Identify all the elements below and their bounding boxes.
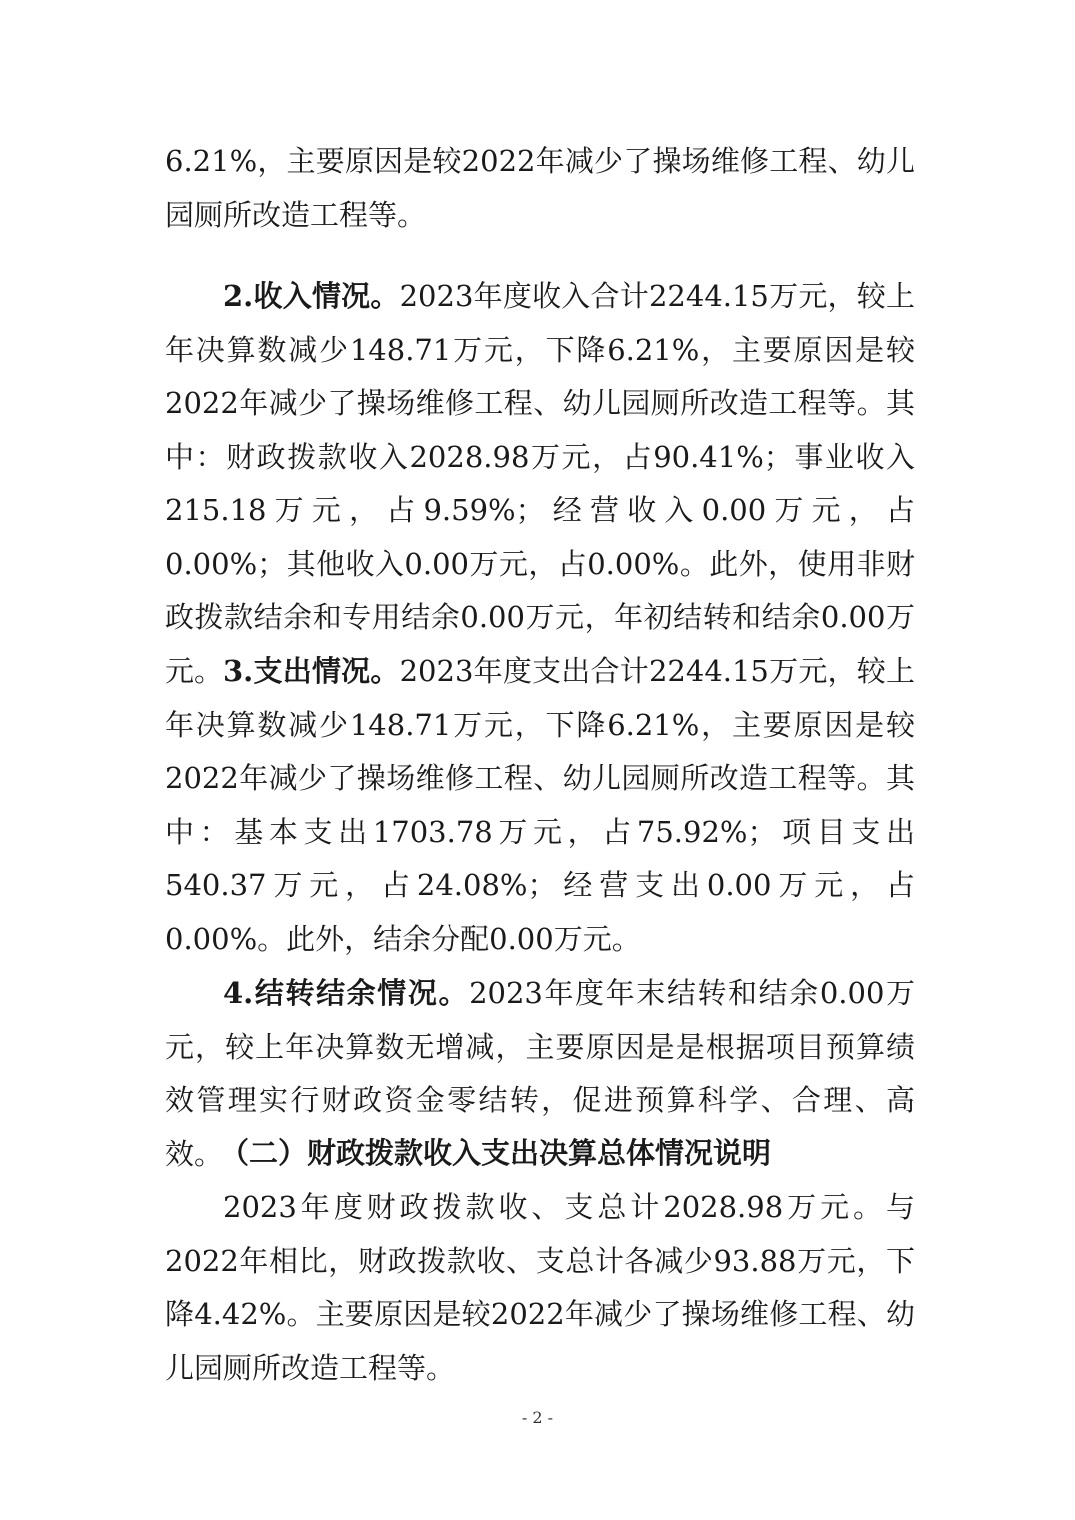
paragraph-closing bbox=[165, 1181, 915, 1395]
page-number: - 2 - bbox=[521, 1408, 554, 1427]
paragraph-text: 6.21%，主要原因是较2022年减少了操场维修工程、幼儿园厕所改造工程等。 bbox=[165, 144, 915, 232]
paragraph-text-income: 2023年度收入合计2244.15万元，较上年决算数减少148.71万元，下降6.21%，主要原因是较2022年减少了操场维修工程、幼儿园厕所改造工程等。其中：财政拨款收入2028.98万元，占90.41%；事业收入215.18万元，占9.59%；经营收入0.00万元，占0.00%；其他收入0.00万元，占0.00%。此外，使用非财政拨款结余和专用结余0.00万元，年初结转和结余0.00万元。 bbox=[165, 279, 915, 688]
paragraph-continuation bbox=[165, 135, 915, 242]
paragraph-text-expenditure: 2023年度支出合计2244.15万元，较上年决算数减少148.71万元，下降6.21%，主要原因是较2022年减少了操场维修工程、幼儿园厕所改造工程等。其中：基本支出1703.78万元，占75.92%；项目支出540.37万元，占24.08%；经营支出0.00万元，占0.00%。此外，结余分配0.00万元。 bbox=[165, 654, 915, 956]
paragraph-text-closing: 2023年度财政拨款收、支总计2028.98万元。与2022年相比，财政拨款收、支总计各减少93.88万元，下降4.42%。主要原因是较2022年减少了操场维修工程、幼儿园厕所改造工程等。 bbox=[165, 1190, 915, 1385]
paragraph-income bbox=[165, 270, 915, 698]
paragraph-lead-expenditure: 3.支出情况。 bbox=[223, 654, 400, 688]
section-heading: （二）财政拨款收入支出决算总体情况说明 bbox=[220, 1136, 772, 1170]
paragraph-expenditure bbox=[165, 645, 915, 966]
paragraph-text-carryover: 2023年度年末结转和结余0.00万元，较上年决算数无增减，主要原因是是根据项目预算绩效管理实行财政资金零结转，促进预算科学、合理、高效。 bbox=[165, 976, 916, 1171]
paragraph-lead-income: 2.收入情况。 bbox=[223, 279, 400, 313]
paragraph-lead-carryover: 4.结转结余情况。 bbox=[223, 976, 470, 1010]
